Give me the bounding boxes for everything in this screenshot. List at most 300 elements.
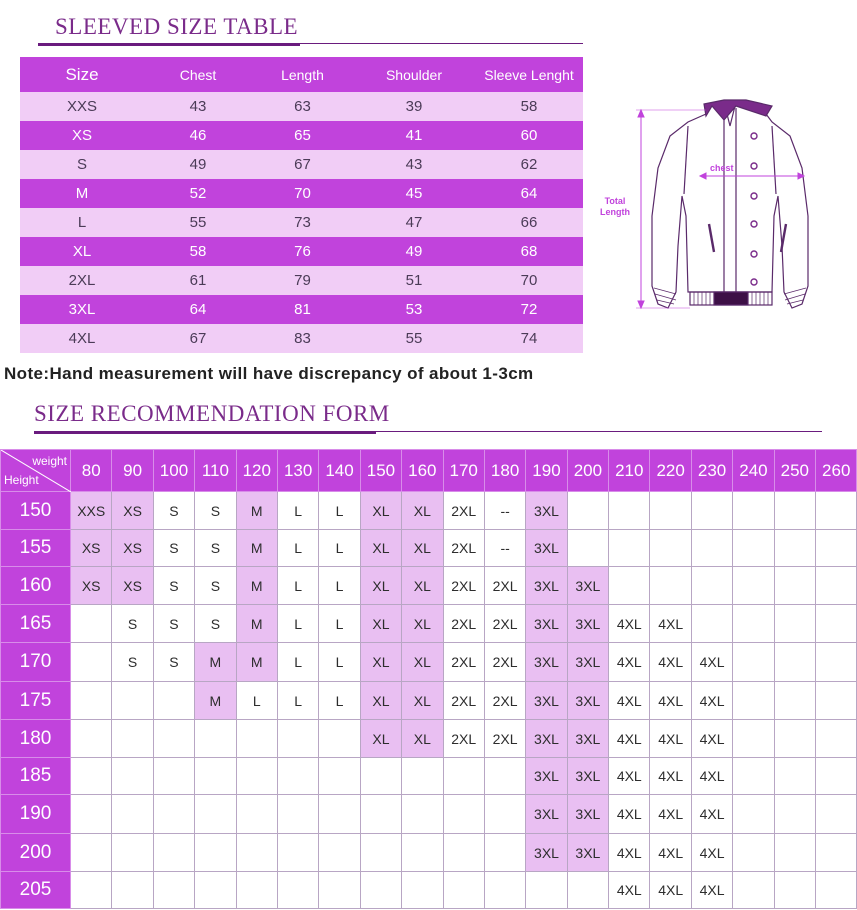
size-cell: M <box>75 185 89 202</box>
measurement-cell: 49 <box>405 243 423 260</box>
size-cell: XL <box>72 243 92 260</box>
recommended-size-cell <box>609 567 650 605</box>
recommended-size-cell <box>733 834 774 872</box>
measurement-cell: 67 <box>294 156 311 173</box>
recommended-size-cell <box>816 795 857 834</box>
recommended-size-cell: L <box>319 530 360 567</box>
weight-header-cell: 130 <box>277 450 318 492</box>
total-length-label-line2: Length <box>600 207 630 217</box>
size-recommendation-table <box>0 449 857 909</box>
recommended-size-cell: 3XL <box>526 643 567 682</box>
recommended-size-cell <box>816 720 857 758</box>
recommended-size-cell: 3XL <box>526 682 567 720</box>
recommended-size-cell <box>153 682 194 720</box>
recommended-size-cell <box>319 834 360 872</box>
title-underline-thick <box>38 43 300 46</box>
size-row <box>20 92 583 121</box>
measurement-cell: 49 <box>189 156 207 173</box>
recommended-size-cell <box>691 605 732 643</box>
recommended-size-cell: 4XL <box>609 643 650 682</box>
recommended-size-cell <box>733 758 774 795</box>
recommended-size-cell <box>774 872 815 909</box>
recommended-size-cell: 3XL <box>526 758 567 795</box>
measurement-cell: 52 <box>189 185 207 202</box>
recommended-size-cell: XL <box>402 643 443 682</box>
size-cell: 4XL <box>68 330 96 347</box>
recommended-size-cell <box>195 872 236 909</box>
height-row <box>1 872 857 909</box>
recommended-size-cell <box>733 872 774 909</box>
recommended-size-cell <box>816 834 857 872</box>
recommended-size-cell <box>650 567 691 605</box>
size-row <box>20 179 583 208</box>
recommended-size-cell: XL <box>402 492 443 530</box>
height-row <box>1 720 857 758</box>
recommended-size-cell <box>112 872 153 909</box>
height-row <box>1 643 857 682</box>
recommended-size-cell <box>71 834 112 872</box>
measurement-cell: 70 <box>294 185 311 202</box>
size-cell: S <box>76 156 87 173</box>
measurement-cell: 83 <box>294 330 311 347</box>
recommended-size-cell: XL <box>402 720 443 758</box>
weight-header-cell: 260 <box>816 450 857 492</box>
recommended-size-cell: L <box>277 605 318 643</box>
recommended-size-cell: XL <box>360 720 401 758</box>
recommended-size-cell: L <box>277 643 318 682</box>
recommended-size-cell <box>733 530 774 567</box>
weight-header-cell: 120 <box>236 450 277 492</box>
recommended-size-cell <box>236 720 277 758</box>
measurement-cell: 45 <box>405 185 423 202</box>
size-row <box>20 150 583 179</box>
recommended-size-cell: XL <box>360 567 401 605</box>
measurement-cell: 65 <box>294 127 311 144</box>
recommended-size-cell: 4XL <box>609 720 650 758</box>
weight-header-cell: 220 <box>650 450 691 492</box>
recommended-size-cell: M <box>236 567 277 605</box>
size-row <box>20 324 583 353</box>
height-row <box>1 682 857 720</box>
recommended-size-cell: 3XL <box>567 605 608 643</box>
recommended-size-cell: 2XL <box>484 567 525 605</box>
height-header-cell: 170 <box>1 643 71 682</box>
recommended-size-cell <box>816 530 857 567</box>
recommended-size-cell: XL <box>360 605 401 643</box>
weight-header-cell: 160 <box>402 450 443 492</box>
measurement-cell: 74 <box>520 330 538 347</box>
recommended-size-cell <box>236 872 277 909</box>
recommended-size-cell: 3XL <box>567 795 608 834</box>
measurement-cell: 53 <box>405 301 423 318</box>
weight-header-cell: 90 <box>112 450 153 492</box>
measurement-cell: 58 <box>520 98 538 115</box>
recommended-size-cell <box>195 834 236 872</box>
recommended-size-cell <box>816 872 857 909</box>
recommended-size-cell: 4XL <box>650 605 691 643</box>
recommended-size-cell <box>195 758 236 795</box>
recommended-size-cell: L <box>277 682 318 720</box>
recommended-size-cell: S <box>153 567 194 605</box>
measurement-cell: 68 <box>520 243 538 260</box>
recommended-size-cell: 4XL <box>691 720 732 758</box>
recommended-size-cell <box>484 872 525 909</box>
weight-header-cell: 170 <box>443 450 484 492</box>
size-row <box>20 266 583 295</box>
recommended-size-cell: 4XL <box>650 682 691 720</box>
weight-header-cell: 240 <box>733 450 774 492</box>
recommended-size-cell: 4XL <box>609 605 650 643</box>
recommended-size-cell: XS <box>71 567 112 605</box>
recommended-size-cell <box>774 834 815 872</box>
recommended-size-cell <box>277 758 318 795</box>
recommended-size-cell <box>153 872 194 909</box>
recommended-size-cell: 4XL <box>691 834 732 872</box>
recommended-size-cell <box>360 758 401 795</box>
corner-height-label: Height <box>4 473 39 487</box>
recommended-size-cell: XL <box>360 643 401 682</box>
recommended-size-cell: 4XL <box>609 795 650 834</box>
recommended-size-cell <box>774 643 815 682</box>
measurement-cell: 72 <box>520 301 538 318</box>
recommended-size-cell: 3XL <box>526 567 567 605</box>
height-row <box>1 795 857 834</box>
recommended-size-cell <box>71 758 112 795</box>
recommended-size-cell <box>774 492 815 530</box>
corner-weight-label: weight <box>32 454 67 468</box>
size-row <box>20 295 583 324</box>
recommended-size-cell: XS <box>112 530 153 567</box>
recommended-size-cell <box>153 795 194 834</box>
measurement-cell: 43 <box>189 98 207 115</box>
recommended-size-cell <box>319 872 360 909</box>
recommended-size-cell <box>609 492 650 530</box>
recommended-size-cell <box>567 530 608 567</box>
measurement-cell: 47 <box>405 214 423 231</box>
height-header-cell: 155 <box>1 530 71 567</box>
recommended-size-cell: 3XL <box>526 720 567 758</box>
measurement-cell: 67 <box>189 330 207 347</box>
recommended-size-cell: S <box>153 530 194 567</box>
chest-label: chest <box>710 163 734 173</box>
recommended-size-cell: 3XL <box>526 795 567 834</box>
recommended-size-cell: L <box>277 567 318 605</box>
recommended-size-cell: 4XL <box>691 758 732 795</box>
recommended-size-cell: XL <box>360 492 401 530</box>
height-header-cell: 165 <box>1 605 71 643</box>
weight-header-cell: 80 <box>71 450 112 492</box>
recommended-size-cell: L <box>319 492 360 530</box>
recommended-size-cell <box>153 720 194 758</box>
weight-header-cell: 140 <box>319 450 360 492</box>
recommended-size-cell <box>733 682 774 720</box>
recommended-size-cell <box>443 758 484 795</box>
recommended-size-cell <box>526 872 567 909</box>
size-cell: XS <box>71 127 92 144</box>
size-row <box>20 208 583 237</box>
recommended-size-cell <box>195 795 236 834</box>
size-cell: 2XL <box>68 272 96 289</box>
recommended-size-cell <box>443 834 484 872</box>
recommended-size-cell: XXS <box>71 492 112 530</box>
title-underline-thick <box>34 431 376 434</box>
recommended-size-cell: 4XL <box>609 758 650 795</box>
height-header-cell: 200 <box>1 834 71 872</box>
recommended-size-cell <box>774 720 815 758</box>
recommended-size-cell <box>277 720 318 758</box>
recommended-size-cell: S <box>195 605 236 643</box>
recommended-size-cell: 2XL <box>443 530 484 567</box>
recommended-size-cell <box>816 567 857 605</box>
recommended-size-cell <box>360 795 401 834</box>
recommended-size-cell: 4XL <box>691 682 732 720</box>
recommended-size-cell <box>774 758 815 795</box>
height-header-cell: 185 <box>1 758 71 795</box>
recommended-size-cell <box>277 834 318 872</box>
recommended-size-cell <box>112 834 153 872</box>
recommended-size-cell <box>733 643 774 682</box>
height-header-cell: 150 <box>1 492 71 530</box>
recommended-size-cell <box>816 605 857 643</box>
measurement-cell: 81 <box>294 301 311 318</box>
recommended-size-cell <box>277 795 318 834</box>
recommended-size-cell <box>567 872 608 909</box>
recommended-size-cell <box>71 795 112 834</box>
recommended-size-cell <box>484 795 525 834</box>
recommended-size-cell: 4XL <box>650 795 691 834</box>
recommended-size-cell: L <box>319 682 360 720</box>
recommended-size-cell: M <box>236 492 277 530</box>
size-cell: XXS <box>66 98 97 115</box>
measurement-cell: 60 <box>520 127 538 144</box>
header-size: Size <box>65 64 99 84</box>
recommended-size-cell <box>236 758 277 795</box>
recommended-size-cell: 2XL <box>484 682 525 720</box>
height-row <box>1 530 857 567</box>
recommended-size-cell: 2XL <box>443 720 484 758</box>
recommended-size-cell <box>71 872 112 909</box>
recommended-size-cell: L <box>277 530 318 567</box>
recommended-size-cell: M <box>236 605 277 643</box>
recommended-size-cell <box>733 795 774 834</box>
recommended-size-cell: S <box>153 605 194 643</box>
recommended-size-cell <box>402 758 443 795</box>
recommended-size-cell <box>319 720 360 758</box>
recommended-size-cell: L <box>236 682 277 720</box>
measurement-cell: 55 <box>189 214 207 231</box>
recommended-size-cell: 3XL <box>567 834 608 872</box>
recommended-size-cell: 4XL <box>650 758 691 795</box>
recommended-size-cell: -- <box>484 492 525 530</box>
recommended-size-cell: M <box>195 643 236 682</box>
weight-header-cell: 230 <box>691 450 732 492</box>
recommended-size-cell: S <box>112 605 153 643</box>
recommended-size-cell: XL <box>402 567 443 605</box>
recommended-size-cell: 2XL <box>443 567 484 605</box>
recommended-size-cell: 3XL <box>567 643 608 682</box>
recommended-size-cell: L <box>277 492 318 530</box>
weight-header-row <box>1 450 857 492</box>
recommended-size-cell: 4XL <box>650 872 691 909</box>
recommended-size-cell: 4XL <box>691 795 732 834</box>
recommended-size-cell: S <box>153 643 194 682</box>
recommended-size-cell <box>236 795 277 834</box>
recommended-size-cell <box>360 872 401 909</box>
recommended-size-cell: 4XL <box>691 872 732 909</box>
recommendation-title: SIZE RECOMMENDATION FORM <box>34 401 390 426</box>
measurement-cell: 64 <box>189 301 207 318</box>
recommended-size-cell: XL <box>402 605 443 643</box>
recommended-size-cell: M <box>236 530 277 567</box>
measurement-cell: 79 <box>294 272 311 289</box>
recommended-size-cell <box>484 834 525 872</box>
recommended-size-cell <box>733 605 774 643</box>
recommended-size-cell <box>71 605 112 643</box>
recommended-size-cell <box>236 834 277 872</box>
recommended-size-cell <box>567 492 608 530</box>
recommended-size-cell: 2XL <box>443 682 484 720</box>
recommended-size-cell <box>195 720 236 758</box>
recommended-size-cell <box>319 758 360 795</box>
recommended-size-cell <box>774 682 815 720</box>
size-table-header-row <box>20 57 583 92</box>
weight-header-cell: 100 <box>153 450 194 492</box>
weight-header-cell: 110 <box>195 450 236 492</box>
recommended-size-cell <box>816 758 857 795</box>
height-row <box>1 605 857 643</box>
measurement-note: Note:Hand measurement will have discrepancy of about 1-3cm <box>4 364 534 383</box>
recommended-size-cell <box>484 758 525 795</box>
recommended-size-cell: 2XL <box>443 643 484 682</box>
recommended-size-cell <box>71 682 112 720</box>
recommended-size-cell <box>733 720 774 758</box>
recommended-size-cell <box>816 682 857 720</box>
recommended-size-cell <box>112 682 153 720</box>
recommended-size-cell: 2XL <box>484 643 525 682</box>
recommended-size-cell: 3XL <box>526 834 567 872</box>
recommended-size-cell: XL <box>360 682 401 720</box>
recommended-size-cell: S <box>195 530 236 567</box>
weight-header-cell: 180 <box>484 450 525 492</box>
measurement-cell: 64 <box>520 185 538 202</box>
weight-header-cell: 210 <box>609 450 650 492</box>
recommended-size-cell: XL <box>360 530 401 567</box>
measurement-cell: 63 <box>294 98 311 115</box>
recommended-size-cell <box>71 643 112 682</box>
recommended-size-cell <box>112 795 153 834</box>
recommended-size-cell <box>774 605 815 643</box>
recommended-size-cell: 3XL <box>526 492 567 530</box>
recommended-size-cell <box>774 795 815 834</box>
measurement-cell: 41 <box>405 127 423 144</box>
recommended-size-cell: L <box>319 567 360 605</box>
measurement-cell: 51 <box>405 272 423 289</box>
height-row <box>1 567 857 605</box>
measurement-cell: 76 <box>294 243 311 260</box>
measurement-cell: 43 <box>405 156 423 173</box>
recommended-size-cell: 4XL <box>650 720 691 758</box>
recommended-size-cell: 2XL <box>484 605 525 643</box>
weight-header-cell: 150 <box>360 450 401 492</box>
header-sleeve-length: Sleeve Lenght <box>484 66 574 83</box>
measurement-cell: 46 <box>189 127 207 144</box>
recommended-size-cell <box>609 530 650 567</box>
weight-header-cell: 200 <box>567 450 608 492</box>
header-shoulder: Shoulder <box>385 66 443 83</box>
recommended-size-cell <box>360 834 401 872</box>
height-header-cell: 160 <box>1 567 71 605</box>
corner-cell <box>1 450 71 492</box>
recommended-size-cell <box>402 872 443 909</box>
recommended-size-cell: 3XL <box>526 530 567 567</box>
recommended-size-cell: 4XL <box>609 872 650 909</box>
recommended-size-cell: 4XL <box>650 834 691 872</box>
header-length: Length <box>281 66 324 83</box>
recommended-size-cell <box>733 567 774 605</box>
height-row <box>1 758 857 795</box>
height-header-cell: 180 <box>1 720 71 758</box>
recommended-size-cell <box>112 720 153 758</box>
jacket-diagram-icon <box>596 96 850 328</box>
recommended-size-cell: XS <box>112 567 153 605</box>
recommended-size-cell <box>816 643 857 682</box>
recommended-size-cell <box>774 530 815 567</box>
recommended-size-cell: S <box>112 643 153 682</box>
recommended-size-cell: S <box>195 492 236 530</box>
height-row <box>1 492 857 530</box>
recommended-size-cell: L <box>319 605 360 643</box>
size-row <box>20 121 583 150</box>
recommended-size-cell: 3XL <box>567 567 608 605</box>
recommended-size-cell: 2XL <box>443 605 484 643</box>
recommended-size-cell: M <box>236 643 277 682</box>
measurement-cell: 58 <box>189 243 207 260</box>
weight-header-cell: 190 <box>526 450 567 492</box>
recommended-size-cell <box>691 492 732 530</box>
height-header-cell: 205 <box>1 872 71 909</box>
total-length-label <box>600 196 630 218</box>
recommended-size-cell: 4XL <box>609 682 650 720</box>
weight-header-cell: 250 <box>774 450 815 492</box>
size-cell: 3XL <box>68 301 96 318</box>
recommended-size-cell: 3XL <box>526 605 567 643</box>
measurement-cell: 55 <box>405 330 423 347</box>
recommended-size-cell: XL <box>402 682 443 720</box>
size-cell: L <box>77 214 87 231</box>
measurement-cell: 66 <box>520 214 538 231</box>
recommended-size-cell <box>691 567 732 605</box>
measurement-cell: 62 <box>520 156 538 173</box>
recommended-size-cell <box>277 872 318 909</box>
recommended-size-cell: 4XL <box>691 643 732 682</box>
total-length-label-line1: Total <box>604 196 626 206</box>
height-row <box>1 834 857 872</box>
recommended-size-cell: S <box>195 567 236 605</box>
recommended-size-cell <box>650 530 691 567</box>
recommended-size-cell: -- <box>484 530 525 567</box>
recommended-size-cell <box>733 492 774 530</box>
size-row <box>20 237 583 266</box>
recommended-size-cell: XS <box>71 530 112 567</box>
recommended-size-cell: 4XL <box>609 834 650 872</box>
recommended-size-cell <box>443 795 484 834</box>
recommended-size-cell <box>402 834 443 872</box>
sleeved-size-table <box>20 57 583 353</box>
recommended-size-cell <box>153 834 194 872</box>
recommended-size-cell: 2XL <box>443 492 484 530</box>
header-chest: Chest <box>179 66 217 83</box>
recommended-size-cell: S <box>153 492 194 530</box>
